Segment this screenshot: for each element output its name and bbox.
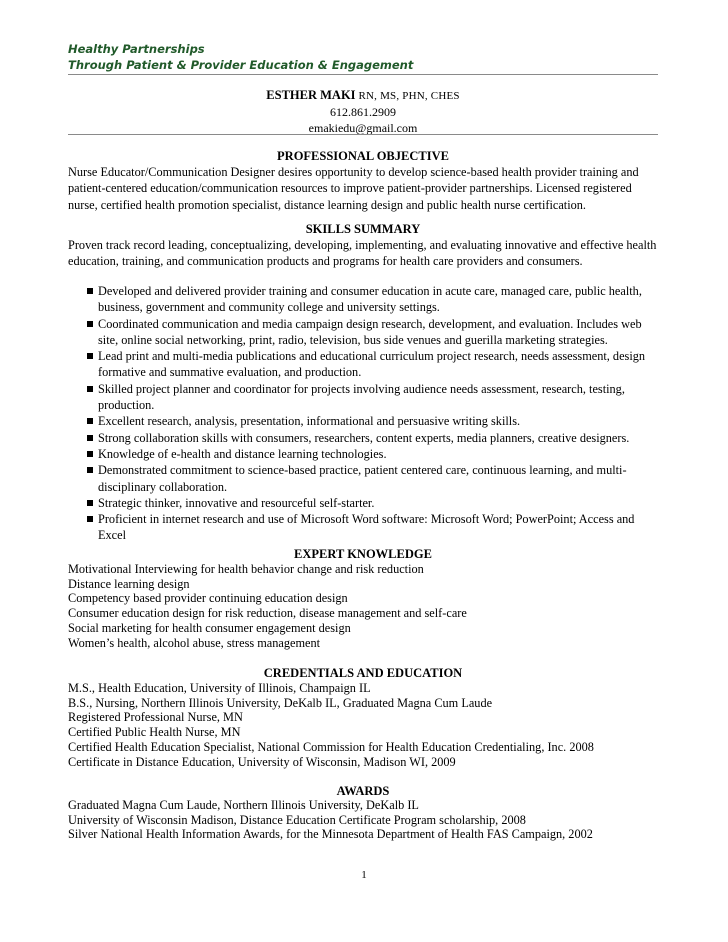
list-item: Strategic thinker, innovative and resourceful self-starter. — [68, 495, 662, 511]
contact-name: ESTHER MAKI — [266, 88, 356, 102]
contact-email: emakiedu@gmail.com — [308, 121, 418, 135]
list-item: Lead print and multi-media publications and educational curriculum project research, needs assessment, design formative and summative evaluation, and production. — [68, 348, 662, 381]
page-number: 1 — [361, 869, 367, 881]
list-item: Women’s health, alcohol abuse, stress management — [68, 635, 321, 650]
contact-name-line — [68, 87, 658, 104]
list-item: Certificate in Distance Education, University of Wisconsin, Madison WI, 2009 — [68, 754, 456, 769]
list-item: Excellent research, analysis, presentation, informational and persuasive writing skills. — [68, 413, 662, 429]
list-item: Proficient in internet research and use of Microsoft Word software: Microsoft Word; PowerPoint; Access and Excel — [68, 511, 662, 544]
list-item: Strong collaboration skills with consumers, researchers, content experts, media planners, creative designers. — [68, 430, 662, 446]
header-subtitle: Through Patient & Provider Education & Engagement — [68, 58, 414, 72]
awards-list — [68, 798, 668, 842]
list-item: Consumer education design for risk reduction, disease management and self-care — [68, 606, 467, 621]
list-item: Demonstrated commitment to science-based practice, patient centered care, continuous learning, and multi-disciplinary collaboration. — [68, 462, 662, 495]
list-item: Competency based provider continuing education design — [68, 591, 348, 606]
list-item: Skilled project planner and coordinator for projects involving audience needs assessment, research, testing, production. — [68, 381, 662, 414]
contact-divider — [68, 134, 658, 135]
list-item: Motivational Interviewing for health behavior change and risk reduction — [68, 562, 424, 576]
header-divider — [68, 74, 658, 75]
list-item: Distance learning design — [68, 576, 190, 591]
list-item: Certified Health Education Specialist, National Commission for Health Education Credentialing, Inc. 2008 — [68, 739, 594, 754]
list-item: University of Wisconsin Madison, Distance Education Certificate Program scholarship, 2008 — [68, 812, 526, 827]
contact-phone: 612.861.2909 — [330, 105, 396, 119]
expert-title: EXPERT KNOWLEDGE — [294, 547, 432, 561]
skills-title: SKILLS SUMMARY — [305, 222, 421, 236]
expert-list — [68, 562, 668, 650]
list-item: Graduated Magna Cum Laude, Northern Illinois University, DeKalb IL — [68, 798, 419, 812]
contact-block — [68, 87, 658, 136]
list-item: Developed and delivered provider training and consumer education in acute care, managed care, public health, business, government and community college and university settings. — [68, 283, 662, 316]
credentials-list — [68, 681, 668, 769]
list-item: B.S., Nursing, Northern Illinois University, DeKalb IL, Graduated Magna Cum Laude — [68, 695, 493, 710]
list-item: Knowledge of e-health and distance learning technologies. — [68, 446, 662, 462]
skills-intro: Proven track record leading, conceptualizing, developing, implementing, and evaluating innovative and effective health education, training, and communication products and programs for health care providers and consumers. — [68, 238, 657, 269]
objective-text: Nurse Educator/Communication Designer desires opportunity to develop science-based health provider training and patient-centered education/communication resources to improve patient-provider partnerships. Licensed registered nurse, certified health promotion specialist, distance learning design and public health nurse certification. — [68, 165, 639, 212]
list-item: Silver National Health Information Awards, for the Minnesota Department of Health FAS Campaign, 2002 — [68, 827, 593, 842]
list-item: Registered Professional Nurse, MN — [68, 710, 243, 725]
objective-title: PROFESSIONAL OBJECTIVE — [277, 149, 449, 163]
contact-credentials: RN, MS, PHN, CHES — [355, 90, 460, 102]
credentials-title: CREDENTIALS AND EDUCATION — [263, 666, 463, 680]
list-item: Certified Public Health Nurse, MN — [68, 725, 241, 740]
skills-list — [68, 283, 662, 544]
header-title: Healthy Partnerships — [68, 42, 205, 56]
list-item: M.S., Health Education, University of Illinois, Champaign IL — [68, 681, 371, 695]
awards-title: AWARDS — [336, 784, 390, 798]
list-item: Social marketing for health consumer engagement design — [68, 620, 351, 635]
list-item: Coordinated communication and media campaign design research, development, and evaluation. Includes web site, online social networking, print, radio, television, bus side venues and guerilla marketing strategies. — [68, 316, 662, 349]
